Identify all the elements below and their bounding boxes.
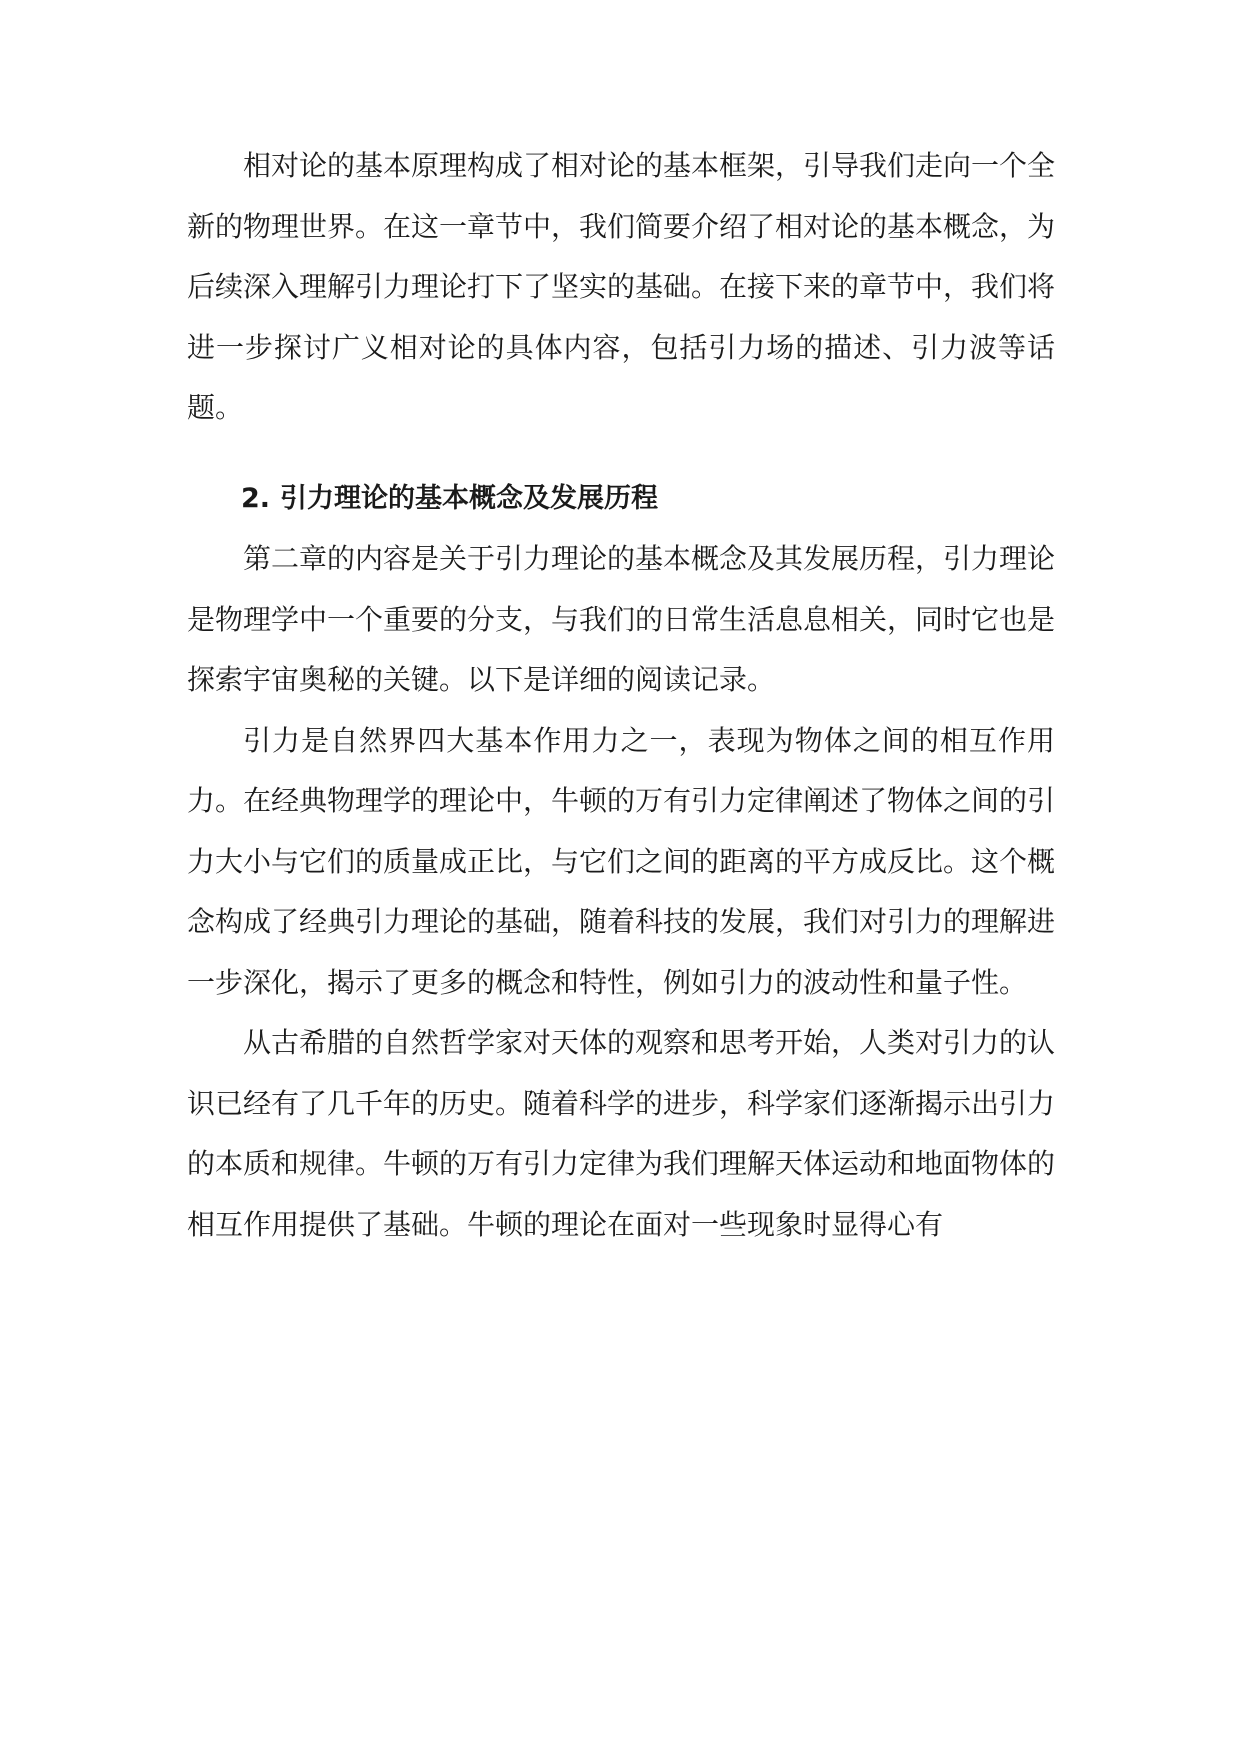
paragraph-gravity-history: 从古希腊的自然哲学家对天体的观察和思考开始，人类对引力的认识已经有了几千年的历史。随着科学的进步，科学家们逐渐揭示出引力的本质和规律。牛顿的万有引力定律为我们理解天体运动和地面物体的相互作用提供了基础。牛顿的理论在面对一些现象时显得心有 bbox=[187, 1026, 1056, 1241]
paragraph-relativity-summary: 相对论的基本原理构成了相对论的基本框架，引导我们走向一个全新的物理世界。在这一章节中，我们简要介绍了相对论的基本概念，为后续深入理解引力理论打下了坚实的基础。在接下来的章节中，我们将进一步探讨广义相对论的具体内容，包括引力场的描述、引力波等话题。 bbox=[187, 149, 1056, 424]
paragraph-gravity-concept: 引力是自然界四大基本作用力之一，表现为物体之间的相互作用力。在经典物理学的理论中，牛顿的万有引力定律阐述了物体之间的引力大小与它们的质量成正比，与它们之间的距离的平方成反比。这个概念构成了经典引力理论的基础，随着科技的发展，我们对引力的理解进一步深化，揭示了更多的概念和特性，例如引力的波动性和量子性。 bbox=[187, 723, 1056, 999]
section-heading bbox=[187, 469, 1055, 530]
section-title: 引力理论的基本概念及发展历程 bbox=[280, 482, 659, 514]
document-body bbox=[187, 136, 1055, 1255]
section-number: 2. bbox=[241, 482, 271, 514]
paragraph-chapter-intro: 第二章的内容是关于引力理论的基本概念及其发展历程，引力理论是物理学中一个重要的分支，与我们的日常生活息息相关，同时它也是探索宇宙奥秘的关键。以下是详细的阅读记录。 bbox=[187, 542, 1056, 696]
